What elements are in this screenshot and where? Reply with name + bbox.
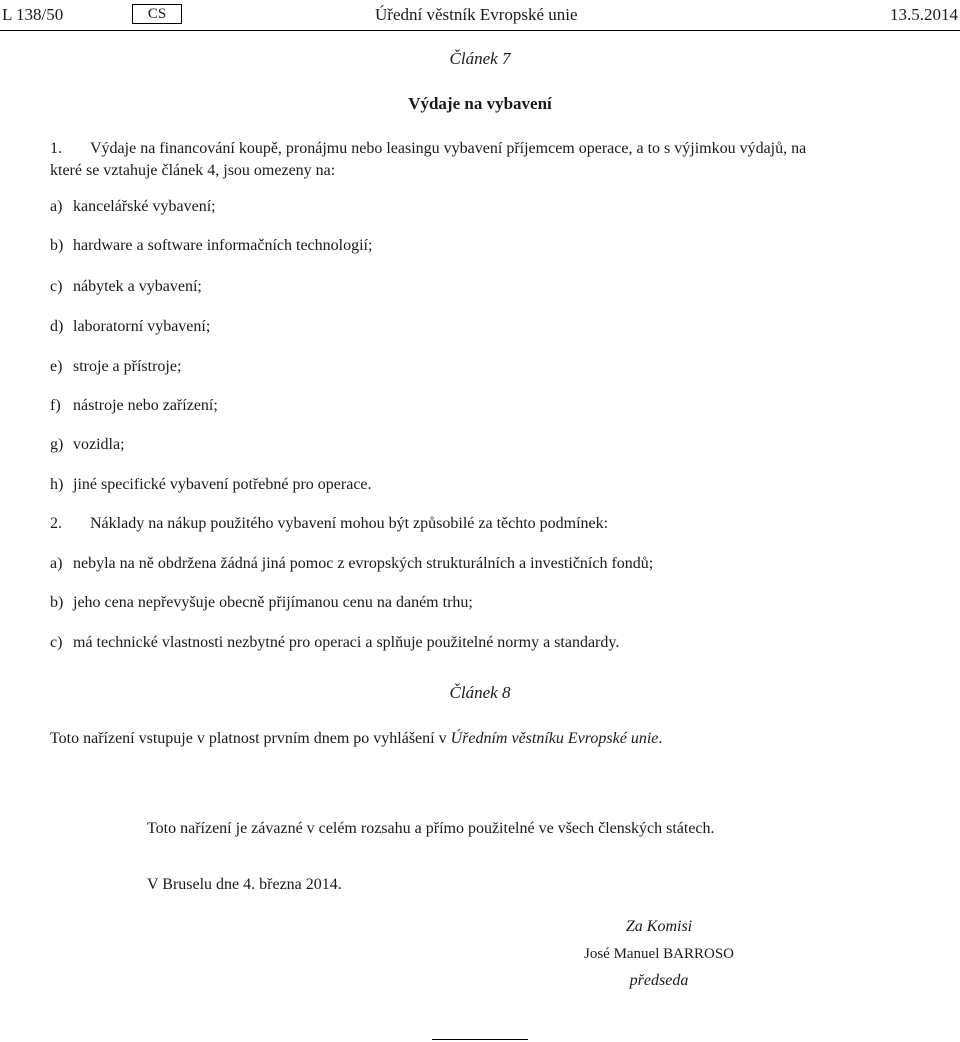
place-and-date: V Bruselu dne 4. března 2014. xyxy=(147,876,342,893)
journal-header xyxy=(0,0,960,31)
list-item: b) hardware a software informačních technologií; xyxy=(50,237,373,254)
paragraph-1-line-1: 1. Výdaje na financování koupě, pronájmu nebo leasingu vybavení příjemcem operace, a to s výjimkou výdajů, na xyxy=(50,138,910,160)
list-item: d) laboratorní vybavení; xyxy=(50,318,211,335)
paragraph-1 xyxy=(50,138,910,181)
list-item: f) nástroje nebo zařízení; xyxy=(50,397,218,414)
signatory-role: předseda xyxy=(629,972,689,989)
paragraph-2: 2. Náklady na nákup použitého vybavení mohou být způsobilé za těchto podmínek: xyxy=(50,513,910,535)
article-8-title: Článek 8 xyxy=(449,683,511,702)
article-7-title: Článek 7 xyxy=(449,49,511,68)
journal-name-italic: Úředním věstníku Evropské unie xyxy=(450,730,659,747)
publication-date: 13.5.2014 xyxy=(890,5,958,24)
paragraph-number: 1. xyxy=(50,140,62,157)
paragraph-number: 2. xyxy=(50,515,62,532)
list-item: c) má technické vlastnosti nezbytné pro operaci a splňuje použitelné normy a standardy. xyxy=(50,634,620,651)
signatory-name: José Manuel BARROSO xyxy=(583,946,734,962)
journal-title: Úřední věstník Evropské unie xyxy=(375,5,578,24)
list-item: a) kancelářské vybavení; xyxy=(50,198,216,215)
footer-rule xyxy=(432,1039,528,1040)
list-item: g) vozidla; xyxy=(50,436,125,453)
signatory-institution: Za Komisi xyxy=(625,918,693,935)
list-item: e) stroje a přístroje; xyxy=(50,358,182,375)
article-8-text: Toto nařízení vstupuje v platnost prvním dnem po vyhlášení v Úředním věstníku Evropské unie. xyxy=(50,730,663,747)
language-code-box: CS xyxy=(132,4,182,24)
paragraph-1-line-2: které se vztahuje článek 4, jsou omezeny na: xyxy=(50,161,336,179)
list-item: c) nábytek a vybavení; xyxy=(50,278,202,295)
binding-statement: Toto nařízení je závazné v celém rozsahu a přímo použitelné ve všech členských státech. xyxy=(147,820,715,837)
article-7-heading: Výdaje na vybavení xyxy=(408,94,552,113)
list-item: b) jeho cena nepřevyšuje obecně přijímanou cenu na daném trhu; xyxy=(50,594,473,611)
list-item: h) jiné specifické vybavení potřebné pro operace. xyxy=(50,476,372,493)
list-item: a) nebyla na ně obdržena žádná jiná pomoc z evropských strukturálních a investičních fondů; xyxy=(50,555,654,572)
page-reference: L 138/50 xyxy=(2,5,64,24)
